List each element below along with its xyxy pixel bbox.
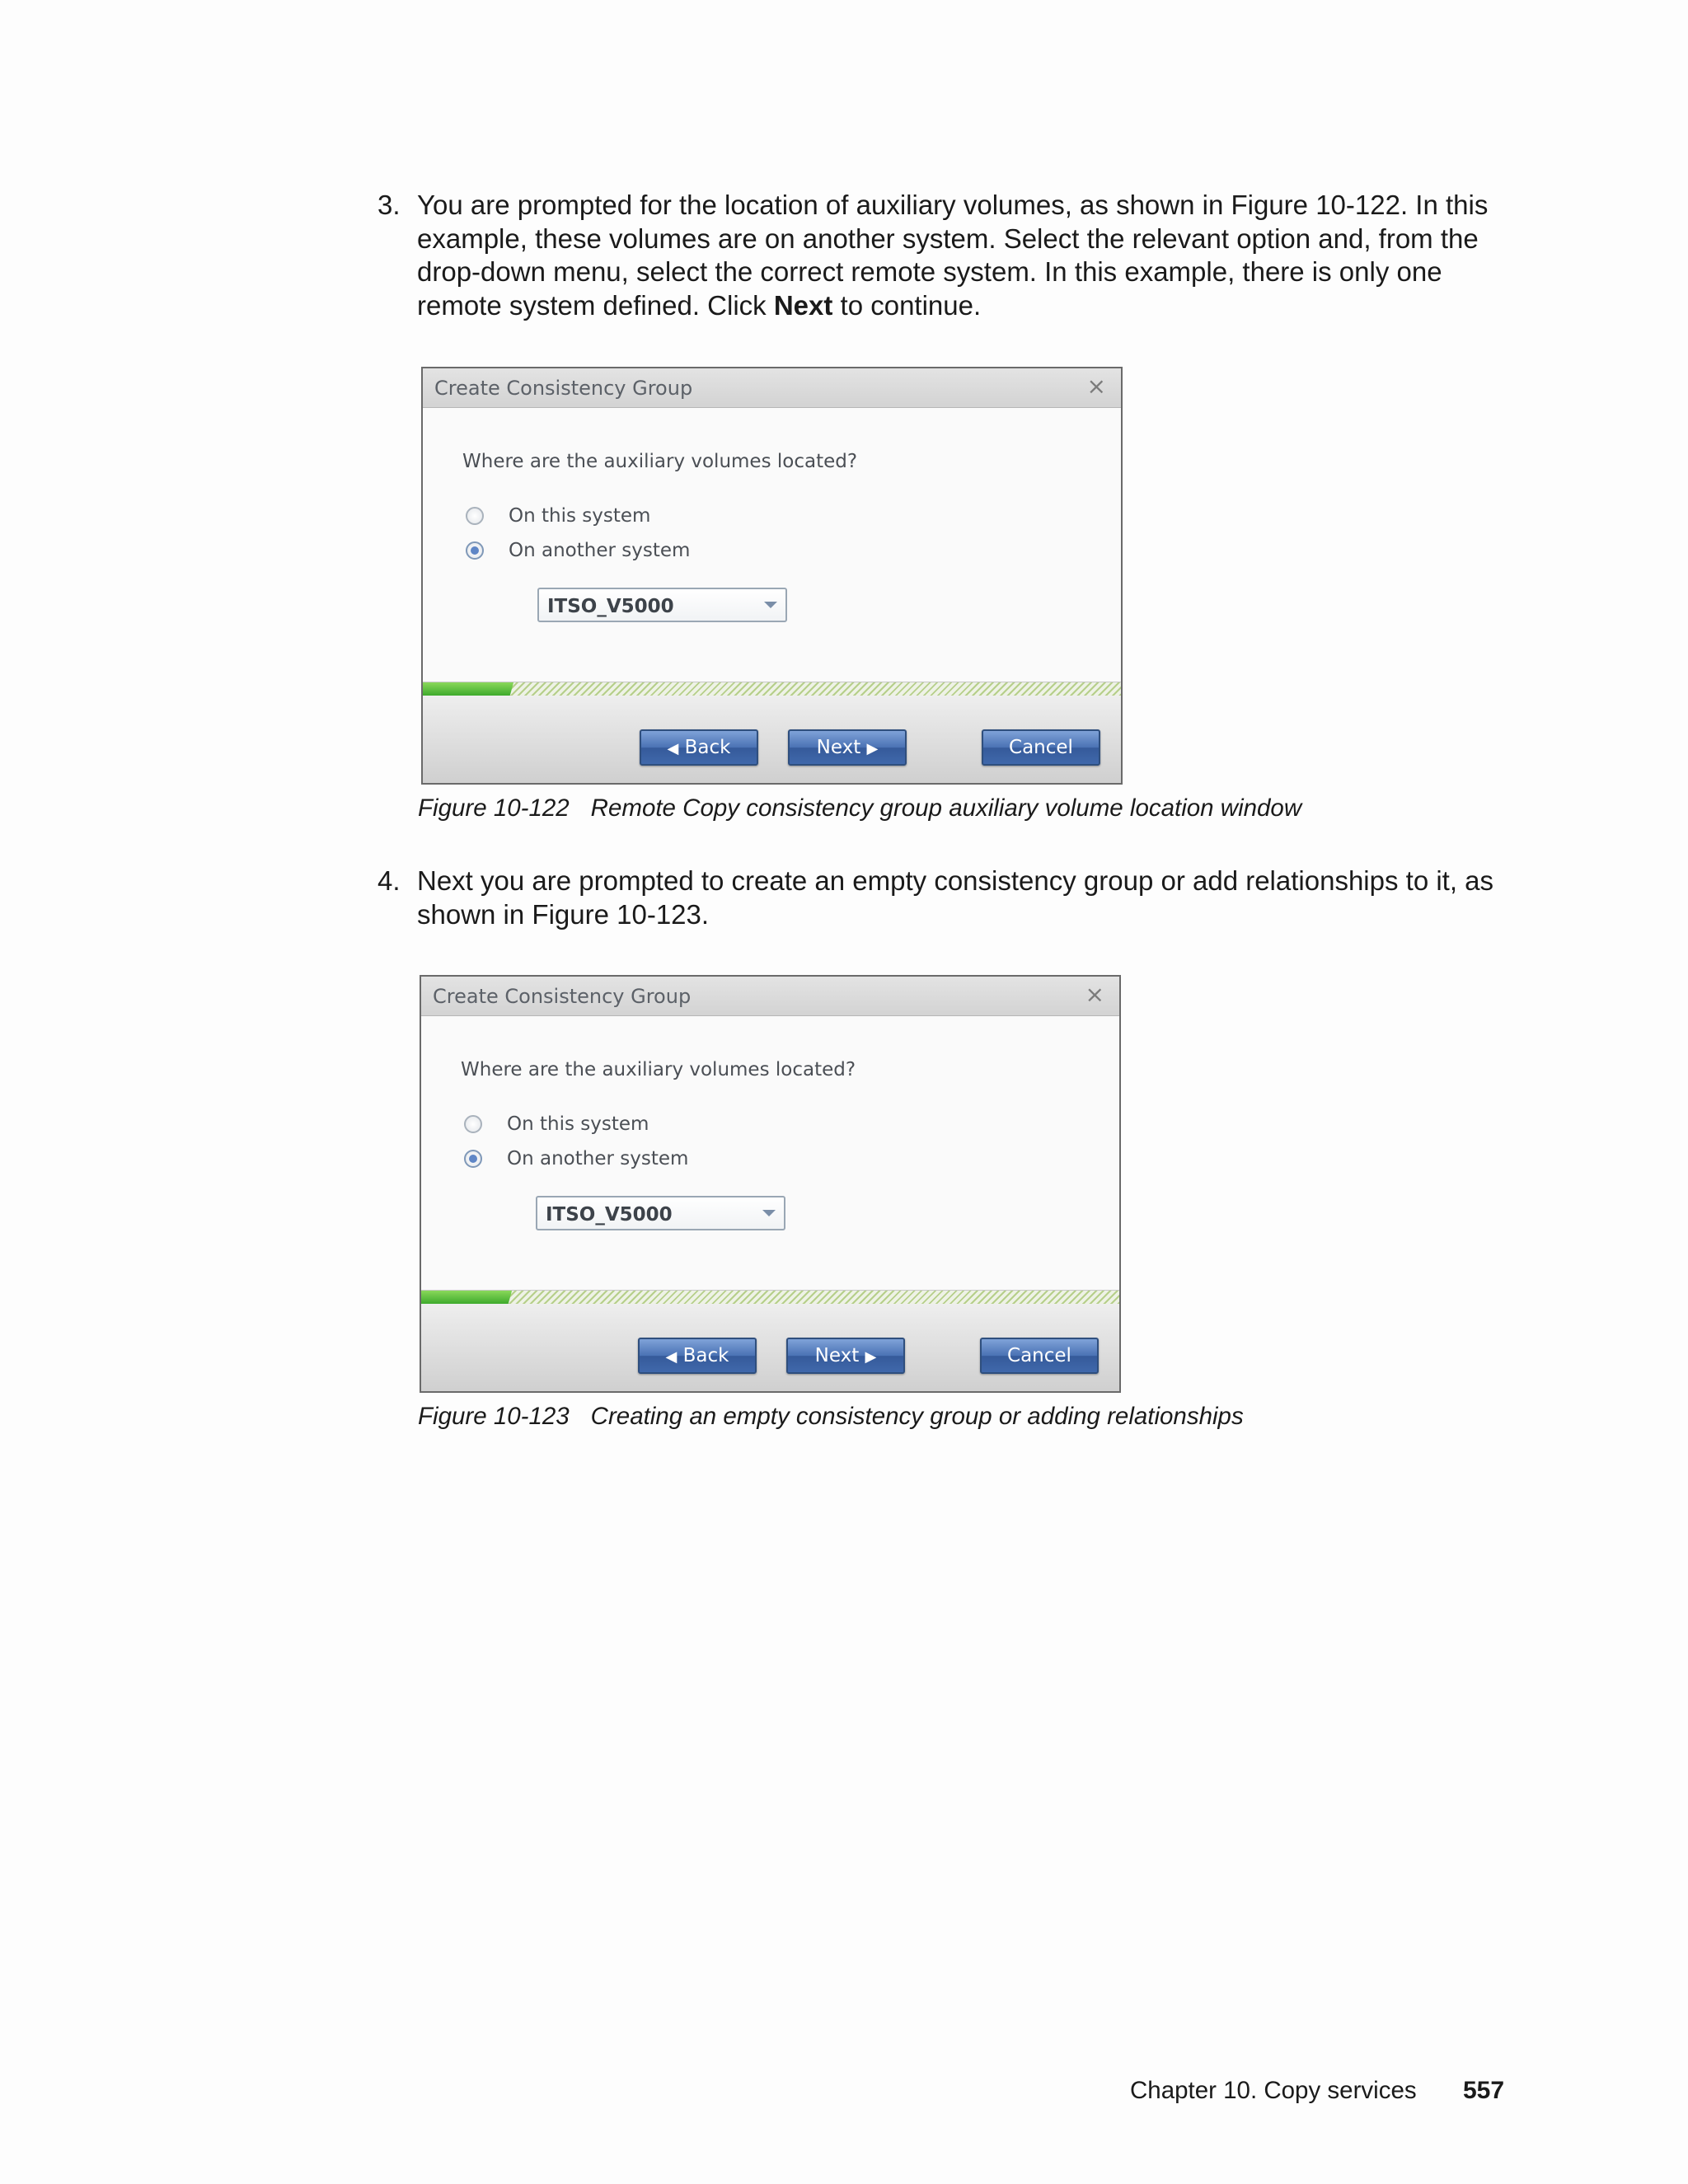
close-icon[interactable]: ×	[1086, 373, 1106, 400]
figure-caption-text: Creating an empty consistency group or adding relationships	[590, 1403, 1244, 1430]
step-number: 3.	[377, 190, 401, 220]
remote-system-dropdown[interactable]	[536, 1196, 785, 1230]
radio-label[interactable]: On this system	[507, 1113, 649, 1135]
back-button[interactable]: ◀ Back	[640, 729, 758, 766]
progress-fill	[421, 1291, 512, 1304]
radio-button[interactable]	[466, 507, 484, 525]
back-arrow-icon: ◀	[667, 740, 679, 757]
radio-label[interactable]: On another system	[509, 540, 691, 561]
radio-button-selected[interactable]	[466, 541, 484, 560]
next-button[interactable]: Next ▶	[786, 1338, 905, 1374]
dialog-title: Create Consistency Group	[433, 985, 692, 1008]
next-button[interactable]: Next ▶	[788, 729, 907, 766]
create-consistency-group-dialog	[421, 367, 1123, 785]
step-text: Next you are prompted to create an empty consistency group or add relationships to it, as shown in Figure 10-123.	[417, 865, 1494, 930]
figure-caption-text: Remote Copy consistency group auxiliary volume location window	[590, 794, 1302, 822]
chapter-footer: Chapter 10. Copy services	[1130, 2077, 1417, 2104]
dialog-footer	[423, 696, 1121, 785]
progress-bar	[423, 682, 1121, 696]
figure-caption	[418, 794, 1301, 823]
progress-bar	[421, 1290, 1119, 1305]
step-4	[377, 865, 1515, 931]
radio-button-selected[interactable]	[464, 1150, 482, 1168]
remote-system-dropdown[interactable]	[537, 588, 787, 622]
chevron-down-icon[interactable]	[762, 1210, 776, 1216]
back-button[interactable]: ◀ Back	[638, 1338, 757, 1374]
page-number: 557	[1463, 2077, 1505, 2104]
dialog-question: Where are the auxiliary volumes located?	[461, 1059, 856, 1080]
step-text: You are prompted for the location of auxiliary volumes, as shown in Figure 10-122. In this example, these volumes are on another system. Select the relevant option and, from the drop-down menu, select the correct remote system. In this example, there is only one remote system defined. Click Next to continue.	[417, 190, 1489, 321]
chevron-down-icon[interactable]	[764, 602, 777, 608]
cancel-button[interactable]: Cancel	[982, 729, 1100, 766]
dropdown-value: ITSO_V5000	[546, 1204, 673, 1226]
dropdown-value: ITSO_V5000	[547, 596, 674, 617]
dialog-title-bar	[421, 977, 1119, 1016]
dialog-footer	[421, 1304, 1119, 1393]
dialog-title: Create Consistency Group	[434, 377, 693, 400]
figure-label: Figure 10-122	[418, 794, 570, 822]
close-icon[interactable]: ×	[1085, 981, 1104, 1008]
next-arrow-icon: ▶	[866, 740, 879, 757]
step-3	[377, 189, 1515, 322]
figure-caption	[418, 1403, 1244, 1431]
dialog-question: Where are the auxiliary volumes located?	[462, 451, 858, 472]
step-number: 4.	[377, 865, 401, 896]
dialog-title-bar	[423, 368, 1121, 408]
cancel-button[interactable]: Cancel	[980, 1338, 1099, 1374]
create-consistency-group-dialog	[420, 975, 1121, 1393]
radio-label[interactable]: On this system	[509, 505, 651, 527]
progress-fill	[423, 682, 513, 696]
figure-label: Figure 10-123	[418, 1403, 570, 1430]
next-arrow-icon: ▶	[865, 1348, 877, 1366]
radio-button[interactable]	[464, 1115, 482, 1133]
radio-label[interactable]: On another system	[507, 1148, 689, 1169]
back-arrow-icon: ◀	[665, 1348, 678, 1366]
